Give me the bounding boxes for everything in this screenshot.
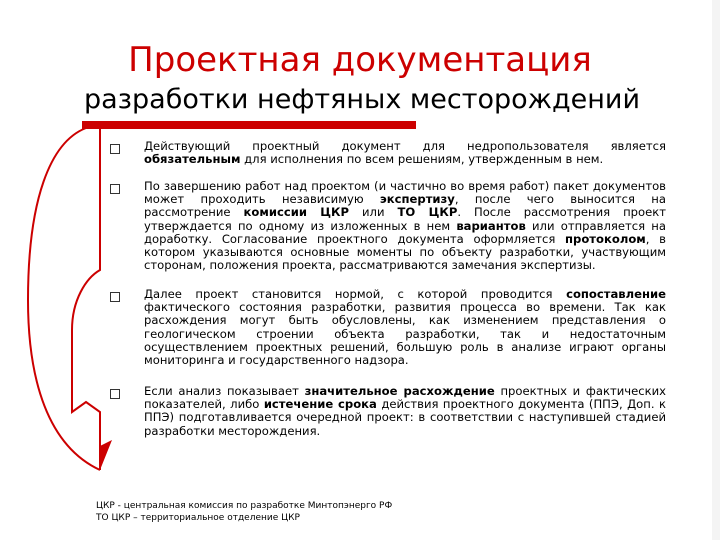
footnote-2: ТО ЦКР – территориальное отделение ЦКР xyxy=(96,513,300,523)
list-item-4 xyxy=(144,385,666,438)
bullet-square-icon xyxy=(110,389,120,399)
list-item-2 xyxy=(144,180,666,272)
item-text: Далее проект становится нормой, с которой проводится сопоставление фактического состояния разработки, развития процесса во времени. Так как расхождения могут быть обусловлены, как изменением представления о геологическом строении объекта разработки, так и недостаточным осуществлением проектных решений, большую роль в анализе играют органы мониторинга и государственного надзора. xyxy=(144,287,666,368)
item-text: По завершению работ над проектом (и частично во время работ) пакет документов может проходить независимую экспертизу, после чего выносится на рассмотрение комиссии ЦКР или ТО ЦКР. После рассмотрения проект утверждается по одному из изложенных в нем вариантов или отправляется на доработку. Согласование проектного документа оформляется протоколом, в котором указываются основные моменты по объекту разработки, участвующим сторонам, положения проекта, рассматриваются замечания экспертизы. xyxy=(144,179,667,273)
bullet-square-icon xyxy=(110,144,120,154)
bullet-square-icon xyxy=(110,292,120,302)
item-text: Если анализ показывает значительное расхождение проектных и фактических показателей, либо истечение срока действия проектного документа (ППЭ, Доп. к ППЭ) подготавливается очередной проект: в соответствии с наступившей стадией разработки месторождения. xyxy=(144,384,666,438)
page-subtitle: разработки нефтяных месторождений xyxy=(84,84,640,115)
footnote-1: ЦКР - центральная комиссия по разработке Минтопэнерго РФ xyxy=(96,501,393,511)
item-text: Действующий проектный документ для недропользователя является обязательным для исполнения по всем решениям, утвержденным в нем. xyxy=(144,139,666,167)
title-underline xyxy=(82,121,416,129)
list-item-1 xyxy=(144,140,666,166)
footnotes xyxy=(96,500,392,524)
bullet-square-icon xyxy=(110,184,120,194)
list-item-3 xyxy=(144,288,666,367)
page-title: Проектная документация xyxy=(128,40,592,80)
